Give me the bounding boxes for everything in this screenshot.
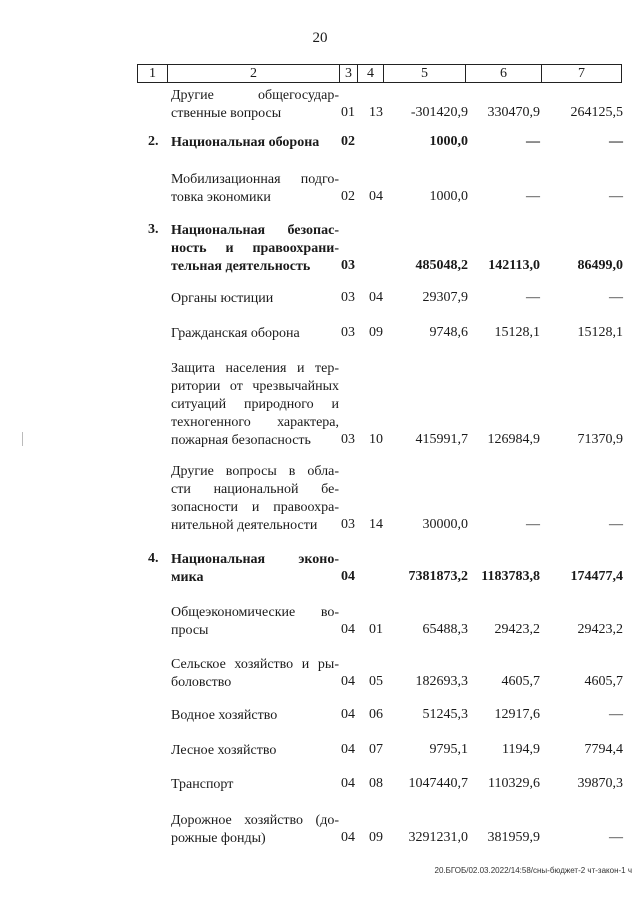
row-value-col7: 71370,9 <box>577 432 623 447</box>
row-name <box>171 87 339 123</box>
header-col-6: 6 <box>466 65 542 82</box>
row-subsection-code: 05 <box>369 674 383 689</box>
header-col-1: 1 <box>138 65 168 82</box>
row-section-code: 01 <box>341 105 355 120</box>
row-name-line: тельная деятельность <box>171 259 311 274</box>
row-name-line: Сельское хозяйство и ры- <box>171 657 339 672</box>
row-section-code: 04 <box>341 622 355 637</box>
row-name-line: техногенного характера, <box>171 415 339 430</box>
row-name <box>171 656 339 692</box>
row-name-line: Органы юстиции <box>171 291 274 306</box>
table-header-row <box>137 64 622 83</box>
header-col-7: 7 <box>578 66 585 81</box>
row-value-col6: 12917,6 <box>494 707 540 722</box>
row-value-col6: 142113,0 <box>488 258 540 273</box>
row-value-col5: 9795,1 <box>429 742 468 757</box>
header-col-3: 3 <box>340 65 358 82</box>
row-name-line: Гражданская оборона <box>171 326 300 341</box>
row-subsection-code: 09 <box>369 830 383 845</box>
row-section-number: 2. <box>148 134 159 149</box>
row-value-col7: 7794,4 <box>584 742 623 757</box>
row-name <box>171 290 339 308</box>
row-name-line: Водное хозяйство <box>171 708 278 723</box>
row-name-line: Национальная безопас- <box>171 223 339 238</box>
row-section-number: 4. <box>148 551 159 566</box>
header-col-4: 4 <box>358 65 384 82</box>
row-name-line: просы <box>171 623 209 638</box>
row-name-line: боловство <box>171 675 232 690</box>
row-name-line: Другие вопросы в обла- <box>171 464 339 479</box>
row-section-code: 04 <box>341 776 355 791</box>
row-name <box>171 325 339 343</box>
row-section-code: 03 <box>341 258 355 273</box>
header-col-2: 2 <box>168 65 340 82</box>
row-name-line: Национальная эконо- <box>171 552 339 567</box>
row-section-code: 04 <box>341 830 355 845</box>
row-value-col7: — <box>609 134 623 149</box>
row-subsection-code: 01 <box>369 622 383 637</box>
row-section-code: 04 <box>341 674 355 689</box>
row-value-col5: 1000,0 <box>429 189 468 204</box>
row-value-col7: 86499,0 <box>577 258 623 273</box>
row-value-col6: 4605,7 <box>501 674 540 689</box>
row-value-col5: 1000,0 <box>429 134 468 149</box>
footer-code: 20.БГОБ/02.03.2022/14:58/сны-бюджет-2 чт-закон-1 ч <box>434 866 632 875</box>
row-name-line: товка экономики <box>171 190 271 205</box>
row-value-col5: 30000,0 <box>422 517 468 532</box>
row-subsection-code: 06 <box>369 707 383 722</box>
row-value-col7: 15128,1 <box>577 325 623 340</box>
row-value-col6: 29423,2 <box>494 622 540 637</box>
row-subsection-code: 14 <box>369 517 383 532</box>
row-value-col5: 65488,3 <box>422 622 468 637</box>
row-subsection-code: 04 <box>369 290 383 305</box>
row-value-col7: 264125,5 <box>570 105 623 120</box>
row-name <box>171 360 339 450</box>
row-name-line: ритории от чрезвычайных <box>171 379 339 394</box>
page-number: 20 <box>312 30 328 46</box>
row-value-col6: 1183783,8 <box>481 569 540 584</box>
row-value-col6: 1194,9 <box>502 742 540 757</box>
row-name-line: зопасности и правоохра- <box>171 500 339 515</box>
row-name-line: нительной деятельности <box>171 518 318 533</box>
row-value-col6: — <box>526 134 540 149</box>
row-value-col5: 51245,3 <box>422 707 468 722</box>
row-section-code: 03 <box>341 290 355 305</box>
row-section-code: 02 <box>341 134 355 149</box>
row-name <box>171 604 339 640</box>
row-subsection-code: 13 <box>369 105 383 120</box>
row-section-code: 03 <box>341 325 355 340</box>
row-name <box>171 812 339 848</box>
row-value-col7: — <box>609 290 623 305</box>
row-subsection-code: 04 <box>369 189 383 204</box>
row-value-col5: -301420,9 <box>410 105 468 120</box>
row-value-col5: 182693,3 <box>415 674 468 689</box>
row-value-col5: 3291231,0 <box>408 830 468 845</box>
row-name-line: Национальная оборона <box>171 135 320 150</box>
row-value-col7: 29423,2 <box>577 622 623 637</box>
row-name-line: Другие общегосудар- <box>171 88 339 103</box>
row-section-code: 04 <box>341 742 355 757</box>
row-name-line: Дорожное хозяйство (до- <box>171 813 339 828</box>
row-value-col5: 485048,2 <box>415 258 468 273</box>
row-name <box>171 134 339 152</box>
row-name <box>171 222 339 276</box>
row-value-col7: — <box>609 830 623 845</box>
row-value-col7: — <box>609 189 623 204</box>
row-section-code: 03 <box>341 432 355 447</box>
row-name <box>171 707 339 725</box>
row-value-col6: 110329,6 <box>488 776 540 791</box>
row-name-line: мика <box>171 570 204 585</box>
row-subsection-code: 07 <box>369 742 383 757</box>
row-value-col6: 15128,1 <box>494 325 540 340</box>
row-name <box>171 171 339 207</box>
row-value-col6: 381959,9 <box>487 830 540 845</box>
header-col-5: 5 <box>384 65 466 82</box>
row-name <box>171 742 339 760</box>
row-value-col7: 4605,7 <box>584 674 623 689</box>
row-section-code: 04 <box>341 707 355 722</box>
row-name-line: рожные фонды) <box>171 831 266 846</box>
row-value-col5: 9748,6 <box>429 325 468 340</box>
row-value-col7: 39870,3 <box>577 776 623 791</box>
row-name-line: Мобилизационная подго- <box>171 172 339 187</box>
row-subsection-code: 10 <box>369 432 383 447</box>
row-section-number: 3. <box>148 222 159 237</box>
row-value-col6: — <box>526 517 540 532</box>
row-name-line: пожарная безопасность <box>171 433 311 448</box>
row-name-line: Общеэкономические во- <box>171 605 339 620</box>
row-name-line: ность и правоохрани- <box>171 241 339 256</box>
row-value-col5: 415991,7 <box>415 432 468 447</box>
row-value-col6: 330470,9 <box>487 105 540 120</box>
row-name <box>171 551 339 587</box>
row-section-code: 02 <box>341 189 355 204</box>
row-value-col6: 126984,9 <box>487 432 540 447</box>
row-subsection-code: 09 <box>369 325 383 340</box>
row-name <box>171 463 339 535</box>
row-value-col6: — <box>526 189 540 204</box>
row-name-line: ственные вопросы <box>171 106 282 121</box>
row-value-col7: 174477,4 <box>570 569 623 584</box>
row-section-code: 03 <box>341 517 355 532</box>
row-name-line: сти национальной бе- <box>171 482 339 497</box>
row-value-col6: — <box>526 290 540 305</box>
row-name-line: ситуаций природного и <box>171 397 339 412</box>
row-subsection-code: 08 <box>369 776 383 791</box>
margin-mark <box>22 432 23 446</box>
row-value-col5: 7381873,2 <box>408 569 468 584</box>
row-name-line: Защита населения и тер- <box>171 361 339 376</box>
row-value-col7: — <box>609 707 623 722</box>
row-value-col5: 1047440,7 <box>408 776 468 791</box>
row-name-line: Транспорт <box>171 777 234 792</box>
row-section-code: 04 <box>341 569 355 584</box>
row-name-line: Лесное хозяйство <box>171 743 277 758</box>
row-name <box>171 776 339 794</box>
row-value-col7: — <box>609 517 623 532</box>
row-value-col5: 29307,9 <box>422 290 468 305</box>
